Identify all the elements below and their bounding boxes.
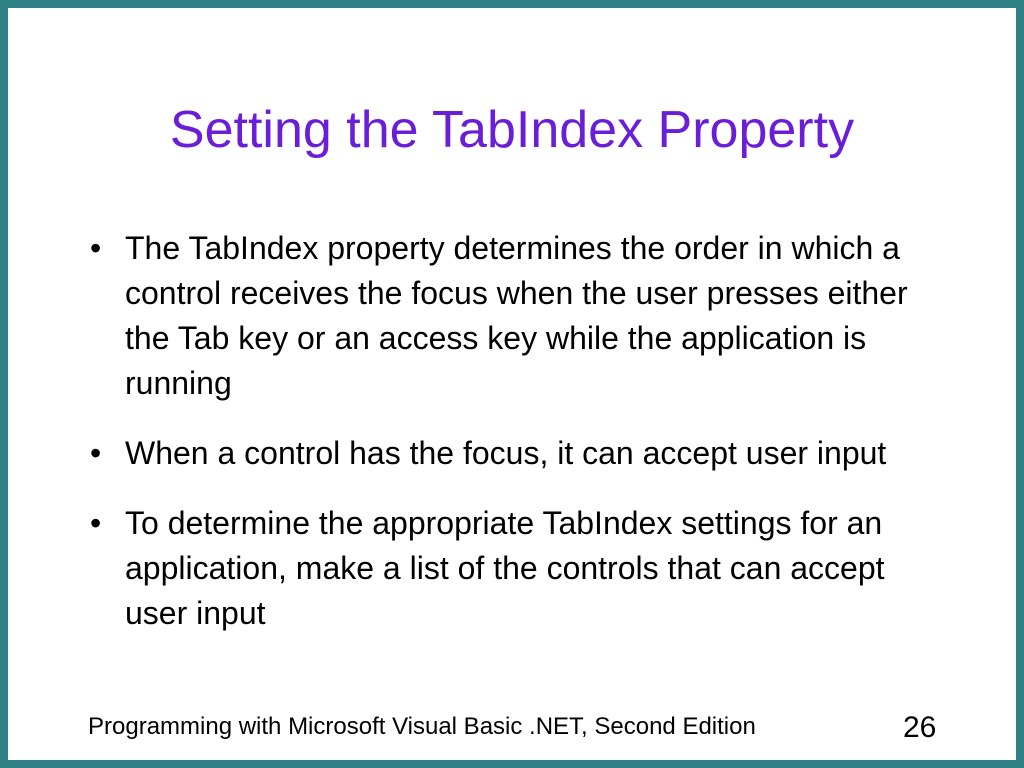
- bullet-text: To determine the appropriate TabIndex settings for an application, make a list of the controls that can accept user input: [125, 505, 885, 631]
- bullet-item: [0, 226, 1024, 406]
- footer-book-title: Programming with Microsoft Visual Basic .NET, Second Edition: [88, 713, 756, 740]
- bullet-item: [0, 501, 1024, 636]
- bullet-item: [0, 431, 1024, 476]
- bullet-marker-icon: •: [90, 435, 102, 471]
- bullet-list: [0, 226, 1024, 661]
- bullet-marker-icon: •: [90, 505, 102, 541]
- bullet-text: The TabIndex property determines the order in which a control receives the focus when the user presses either the Tab key or an access key while the application is running: [125, 230, 908, 401]
- footer-page-number: 26: [903, 711, 937, 744]
- bullet-marker-icon: •: [90, 230, 102, 266]
- slide-title: Setting the TabIndex Property: [169, 101, 855, 159]
- bullet-text: When a control has the focus, it can accept user input: [125, 435, 887, 471]
